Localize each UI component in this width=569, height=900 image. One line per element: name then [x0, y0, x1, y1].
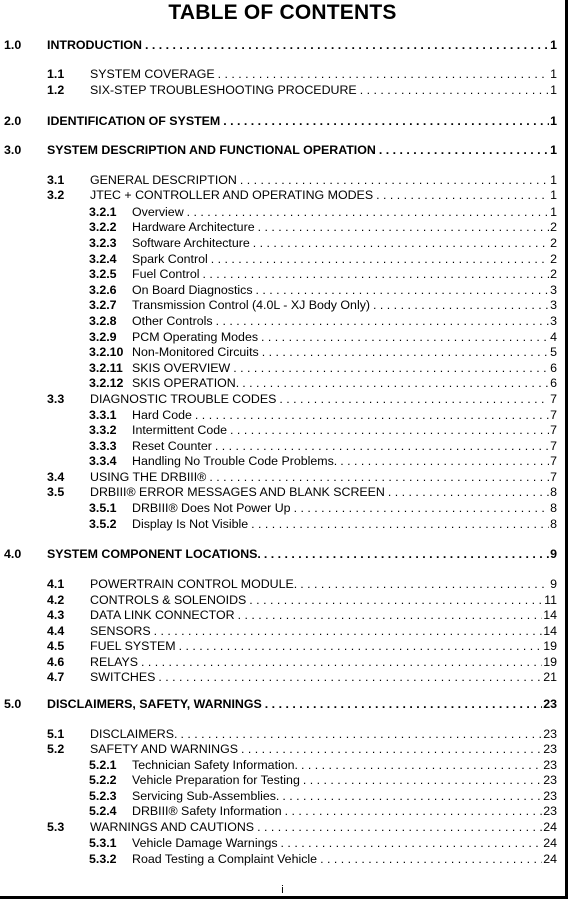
dot-leader	[203, 266, 550, 282]
toc-entry-title: SWITCHES	[90, 670, 156, 684]
dot-leader	[216, 313, 550, 329]
dot-leader	[253, 235, 549, 251]
toc-entry-number: 3.1	[47, 173, 65, 187]
dot-leader	[240, 172, 549, 188]
toc-entry-page: 7	[550, 423, 557, 437]
toc-entry-page: 8	[550, 501, 557, 515]
toc-entry-number: 3.3.1	[89, 408, 117, 422]
toc-entry-page: 8	[550, 517, 557, 531]
toc-entry-page: 23	[543, 758, 557, 772]
toc-entry-title: SKIS OPERATION.	[132, 376, 240, 390]
toc-entry-page: 23	[543, 697, 557, 711]
toc-entry	[4, 37, 557, 53]
toc-entry-title: DRBIII® Safety Information	[132, 804, 282, 818]
toc-entry-number: 5.2.3	[89, 789, 117, 803]
toc-entry-title: Vehicle Damage Warnings	[132, 836, 278, 850]
toc-entry-title: Hard Code	[132, 408, 192, 422]
toc-entry-title: SIX-STEP TROUBLESHOOTING PROCEDURE	[90, 83, 357, 97]
toc-entry-number: 3.2.5	[89, 267, 117, 281]
dot-leader	[209, 469, 549, 485]
toc-entry-number: 4.7	[47, 670, 65, 684]
toc-entry	[89, 851, 557, 867]
toc-entry	[89, 360, 557, 376]
toc-entry-page: 24	[543, 820, 557, 834]
toc-entry-number: 5.3.1	[89, 836, 117, 850]
toc-entry	[89, 344, 557, 360]
toc-entry	[89, 266, 557, 282]
toc-entry-title: Intermittent Code	[132, 423, 228, 437]
toc-entry-title: DRBIII® ERROR MESSAGES AND BLANK SCREEN	[90, 485, 385, 499]
toc-entry-number: 3.2.3	[89, 236, 117, 250]
toc-entry	[47, 669, 557, 685]
toc-entry-page: 24	[543, 852, 557, 866]
toc-entry-number: 3.5.1	[89, 501, 117, 515]
toc-entry-page: 6	[550, 361, 557, 375]
toc-entry-number: 3.2.9	[89, 330, 117, 344]
toc-entry	[89, 282, 557, 298]
toc-entry-title: Road Testing a Complaint Vehicle	[132, 852, 318, 866]
toc-entry-number: 3.2.1	[89, 205, 117, 219]
toc-entry-page: 8	[550, 485, 557, 499]
toc-entry	[47, 607, 557, 623]
toc-entry-number: 5.3.2	[89, 852, 117, 866]
dot-leader	[249, 592, 543, 608]
toc-entry-number: 5.2.1	[89, 758, 117, 772]
toc-entry-number: 3.4	[47, 470, 65, 484]
toc-entry-number: 3.0	[4, 143, 22, 157]
toc-entry-page: 19	[543, 639, 557, 653]
toc-entry-number: 5.2.2	[89, 773, 117, 787]
toc-entry	[47, 592, 557, 608]
toc-entry	[89, 235, 557, 251]
toc-entry-page: 1	[550, 38, 557, 52]
toc-entry-page: 5	[550, 345, 557, 359]
toc-entry	[89, 375, 557, 391]
toc-entry-page: 1	[550, 67, 557, 81]
toc-entry-page: 7	[550, 470, 557, 484]
dot-leader	[158, 669, 542, 685]
toc-entry-title: DRBIII® Does Not Power Up	[132, 501, 291, 515]
toc-entry-number: 3.3.2	[89, 423, 117, 437]
toc-entry	[89, 438, 557, 454]
toc-entry-title: JTEC + CONTROLLER AND OPERATING MODES	[90, 188, 374, 202]
toc-entry	[89, 757, 557, 773]
toc-entry-page: 2	[550, 236, 557, 250]
toc-entry-number: 3.2.11	[89, 361, 123, 375]
page-number: i	[281, 884, 284, 896]
toc-entry-number: 3.5	[47, 485, 65, 499]
dot-leader	[282, 788, 542, 804]
toc-entry-title: On Board Diagnostics	[132, 283, 253, 297]
toc-entry-number: 2.0	[4, 114, 22, 128]
toc-entry	[89, 516, 557, 532]
dot-leader	[187, 204, 549, 220]
toc-entry-title: Technician Safety Information.	[132, 758, 298, 772]
toc-entry	[47, 726, 557, 742]
toc-entry-title: SKIS OVERVIEW	[132, 361, 231, 375]
toc-entry-page: 23	[543, 742, 557, 756]
toc-entry-title: SYSTEM DESCRIPTION AND FUNCTIONAL OPERATION	[47, 143, 376, 157]
toc-entry-title: Handling No Trouble Code Problems.	[132, 454, 338, 468]
toc-entry-title: Vehicle Preparation for Testing	[132, 773, 300, 787]
toc-entry-page: 3	[550, 314, 557, 328]
toc-entry	[47, 623, 557, 639]
toc-entry-number: 4.0	[4, 547, 22, 561]
toc-entry	[89, 803, 557, 819]
toc-entry	[47, 469, 557, 485]
toc-entry-number: 4.1	[47, 577, 65, 591]
dot-leader	[285, 803, 543, 819]
toc-entry-title: RELAYS	[90, 655, 138, 669]
dot-leader	[279, 391, 549, 407]
dot-leader	[265, 696, 542, 712]
dot-leader	[281, 835, 543, 851]
dot-leader	[360, 82, 549, 98]
toc-entry-page: 11	[544, 593, 557, 607]
toc-entry-page: 21	[543, 670, 557, 684]
toc-entry	[47, 576, 557, 592]
toc-entry-number: 3.2.6	[89, 283, 117, 297]
dot-leader	[233, 360, 549, 376]
toc-entry-number: 3.3	[47, 392, 65, 406]
toc-entry	[47, 82, 557, 98]
dot-leader	[251, 516, 549, 532]
dot-leader	[301, 757, 542, 773]
dot-leader	[303, 772, 542, 788]
dot-leader	[180, 726, 542, 742]
dot-leader	[215, 438, 549, 454]
toc-entry-number: 1.1	[47, 67, 65, 81]
toc-entry	[4, 142, 557, 158]
toc-entry-number: 1.2	[47, 83, 65, 97]
toc-entry	[89, 772, 557, 788]
dot-leader	[230, 422, 549, 438]
toc-entry-page: 6	[550, 376, 557, 390]
toc-entry-number: 3.5.2	[89, 517, 117, 531]
toc-entry-number: 3.3.3	[89, 439, 117, 453]
toc-entry-number: 4.4	[47, 624, 65, 638]
dot-leader	[241, 741, 542, 757]
toc-entry	[89, 453, 557, 469]
toc-entry	[47, 172, 557, 188]
dot-leader	[258, 219, 550, 235]
toc-entry-title: DISCLAIMERS, SAFETY, WARNINGS	[47, 697, 262, 711]
dot-leader	[340, 453, 549, 469]
toc-entry-title: SYSTEM COMPONENT LOCATIONS.	[47, 547, 261, 561]
toc-entry	[47, 654, 557, 670]
toc-entry-number: 4.3	[47, 608, 65, 622]
toc-entry	[89, 251, 557, 267]
dot-leader	[242, 375, 549, 391]
toc-entry	[4, 546, 557, 562]
toc-entry-title: WARNINGS AND CAUTIONS	[90, 820, 255, 834]
toc-entry-title: INTRODUCTION	[47, 38, 142, 52]
toc-entry-title: USING THE DRBIII®	[90, 470, 207, 484]
toc-entry	[4, 696, 557, 712]
dot-leader	[256, 282, 550, 298]
toc-entry-page: 7	[550, 392, 557, 406]
dot-leader	[264, 546, 549, 562]
toc-entry-title: SAFETY AND WARNINGS	[90, 742, 239, 756]
toc-entry	[89, 407, 557, 423]
toc-entry-page: 7	[550, 454, 557, 468]
toc-entry	[89, 422, 557, 438]
toc-entry-page: 9	[550, 577, 557, 591]
toc-entry-page: 14	[543, 624, 557, 638]
toc-entry-title: IDENTIFICATION OF SYSTEM	[47, 114, 221, 128]
toc-entry-page: 3	[550, 298, 557, 312]
toc-entry-title: DATA LINK CONNECTOR	[90, 608, 235, 622]
toc-entry-title: Spark Control	[132, 252, 208, 266]
toc-entry-number: 3.2.2	[89, 220, 117, 234]
toc-entry-title: SYSTEM COVERAGE	[90, 67, 215, 81]
toc-entry-page: 24	[543, 836, 557, 850]
toc-entry-page: 23	[543, 789, 557, 803]
toc-entry-number: 3.2.12	[89, 376, 124, 390]
toc-entry	[47, 484, 557, 500]
dot-leader	[294, 500, 550, 516]
dot-leader	[218, 66, 549, 82]
toc-entry-page: 23	[543, 773, 557, 787]
dot-leader	[261, 329, 549, 345]
toc-entry-page: 7	[550, 408, 557, 422]
toc-entry-title: Hardware Architecture	[132, 220, 255, 234]
toc-entry-title: SENSORS	[90, 624, 151, 638]
toc-entry-page: 9	[550, 547, 557, 561]
dot-leader	[262, 344, 549, 360]
toc-entry-page: 7	[550, 439, 557, 453]
toc-entry-page: 1	[550, 114, 557, 128]
toc-entry-title: FUEL SYSTEM	[90, 639, 176, 653]
toc-entry-title: Display Is Not Visible	[132, 517, 249, 531]
toc-entry	[47, 638, 557, 654]
toc-entry	[4, 113, 557, 129]
toc-entry-number: 3.2.10	[89, 345, 124, 359]
toc-entry	[89, 313, 557, 329]
toc-entry-number: 3.2.4	[89, 252, 117, 266]
toc-entry	[89, 835, 557, 851]
toc-entry-page: 2	[550, 252, 557, 266]
toc-entry-title: Software Architecture	[132, 236, 250, 250]
toc-entry-number: 3.2	[47, 188, 65, 202]
toc-entry	[89, 788, 557, 804]
toc-entry-page: 1	[550, 188, 557, 202]
toc-entry-title: Other Controls	[132, 314, 213, 328]
toc-entry-title: Servicing Sub-Assemblies.	[132, 789, 280, 803]
toc-entry	[47, 391, 557, 407]
toc-entry-title: Reset Counter	[132, 439, 212, 453]
toc-entry-title: GENERAL DESCRIPTION	[90, 173, 237, 187]
toc-entry-number: 5.0	[4, 697, 22, 711]
toc-entry	[89, 219, 557, 235]
dot-leader	[223, 113, 549, 129]
toc-entry-title: Fuel Control	[132, 267, 200, 281]
toc-entry	[89, 297, 557, 313]
toc-entry	[47, 187, 557, 203]
toc-entry	[47, 66, 557, 82]
toc-entry-number: 5.1	[47, 727, 65, 741]
toc-entry-title: DISCLAIMERS.	[90, 727, 178, 741]
dot-leader	[238, 607, 543, 623]
toc-entry-number: 5.3	[47, 820, 65, 834]
toc-entry-number: 4.5	[47, 639, 65, 653]
dot-leader	[300, 576, 549, 592]
toc-entry-number: 4.6	[47, 655, 65, 669]
toc-entry-page: 1	[550, 143, 557, 157]
toc-entry-title: DIAGNOSTIC TROUBLE CODES	[90, 392, 277, 406]
dot-leader	[257, 819, 542, 835]
dot-leader	[179, 638, 543, 654]
dot-leader	[141, 654, 542, 670]
toc-entry-page: 23	[543, 727, 557, 741]
toc-entry-title: POWERTRAIN CONTROL MODULE.	[90, 577, 298, 591]
toc-entry-page: 2	[550, 267, 557, 281]
toc-entry-title: Transmission Control (4.0L - XJ Body Only)	[132, 298, 371, 312]
toc-entry-number: 1.0	[4, 38, 22, 52]
toc-entry-title: PCM Operating Modes	[132, 330, 259, 344]
toc-entry-number: 5.2.4	[89, 804, 117, 818]
toc-entry-page: 4	[550, 330, 557, 344]
toc-entry-number: 5.2	[47, 742, 65, 756]
dot-leader	[145, 37, 549, 53]
dot-leader	[379, 142, 549, 158]
toc-entry-page: 1	[550, 173, 557, 187]
dot-leader	[320, 851, 542, 867]
toc-entry-number: 3.3.4	[89, 454, 117, 468]
dot-leader	[154, 623, 543, 639]
toc-entry-title: CONTROLS & SOLENOIDS	[90, 593, 247, 607]
toc-entry-page: 23	[543, 804, 557, 818]
toc-entry-number: 3.2.7	[89, 298, 117, 312]
toc-entry-page: 14	[543, 608, 557, 622]
page-title: TABLE OF CONTENTS	[168, 1, 397, 24]
toc-entry-page: 2	[550, 220, 557, 234]
toc-entry-title: Overview	[132, 205, 184, 219]
toc-entry-page: 1	[550, 205, 557, 219]
toc-entry	[89, 500, 557, 516]
toc-entry-page: 19	[543, 655, 557, 669]
dot-leader	[195, 407, 549, 423]
toc-entry	[47, 741, 557, 757]
dot-leader	[388, 484, 549, 500]
toc-entry-number: 4.2	[47, 593, 65, 607]
toc-entry	[47, 819, 557, 835]
toc-entry-number: 3.2.8	[89, 314, 117, 328]
toc-entry-page: 3	[550, 283, 557, 297]
toc-entry	[89, 329, 557, 345]
toc-entry-page: 1	[550, 83, 557, 97]
toc-entry	[89, 204, 557, 220]
dot-leader	[376, 187, 549, 203]
dot-leader	[373, 297, 549, 313]
dot-leader	[211, 251, 549, 267]
toc-entry-title: Non-Monitored Circuits	[132, 345, 259, 359]
